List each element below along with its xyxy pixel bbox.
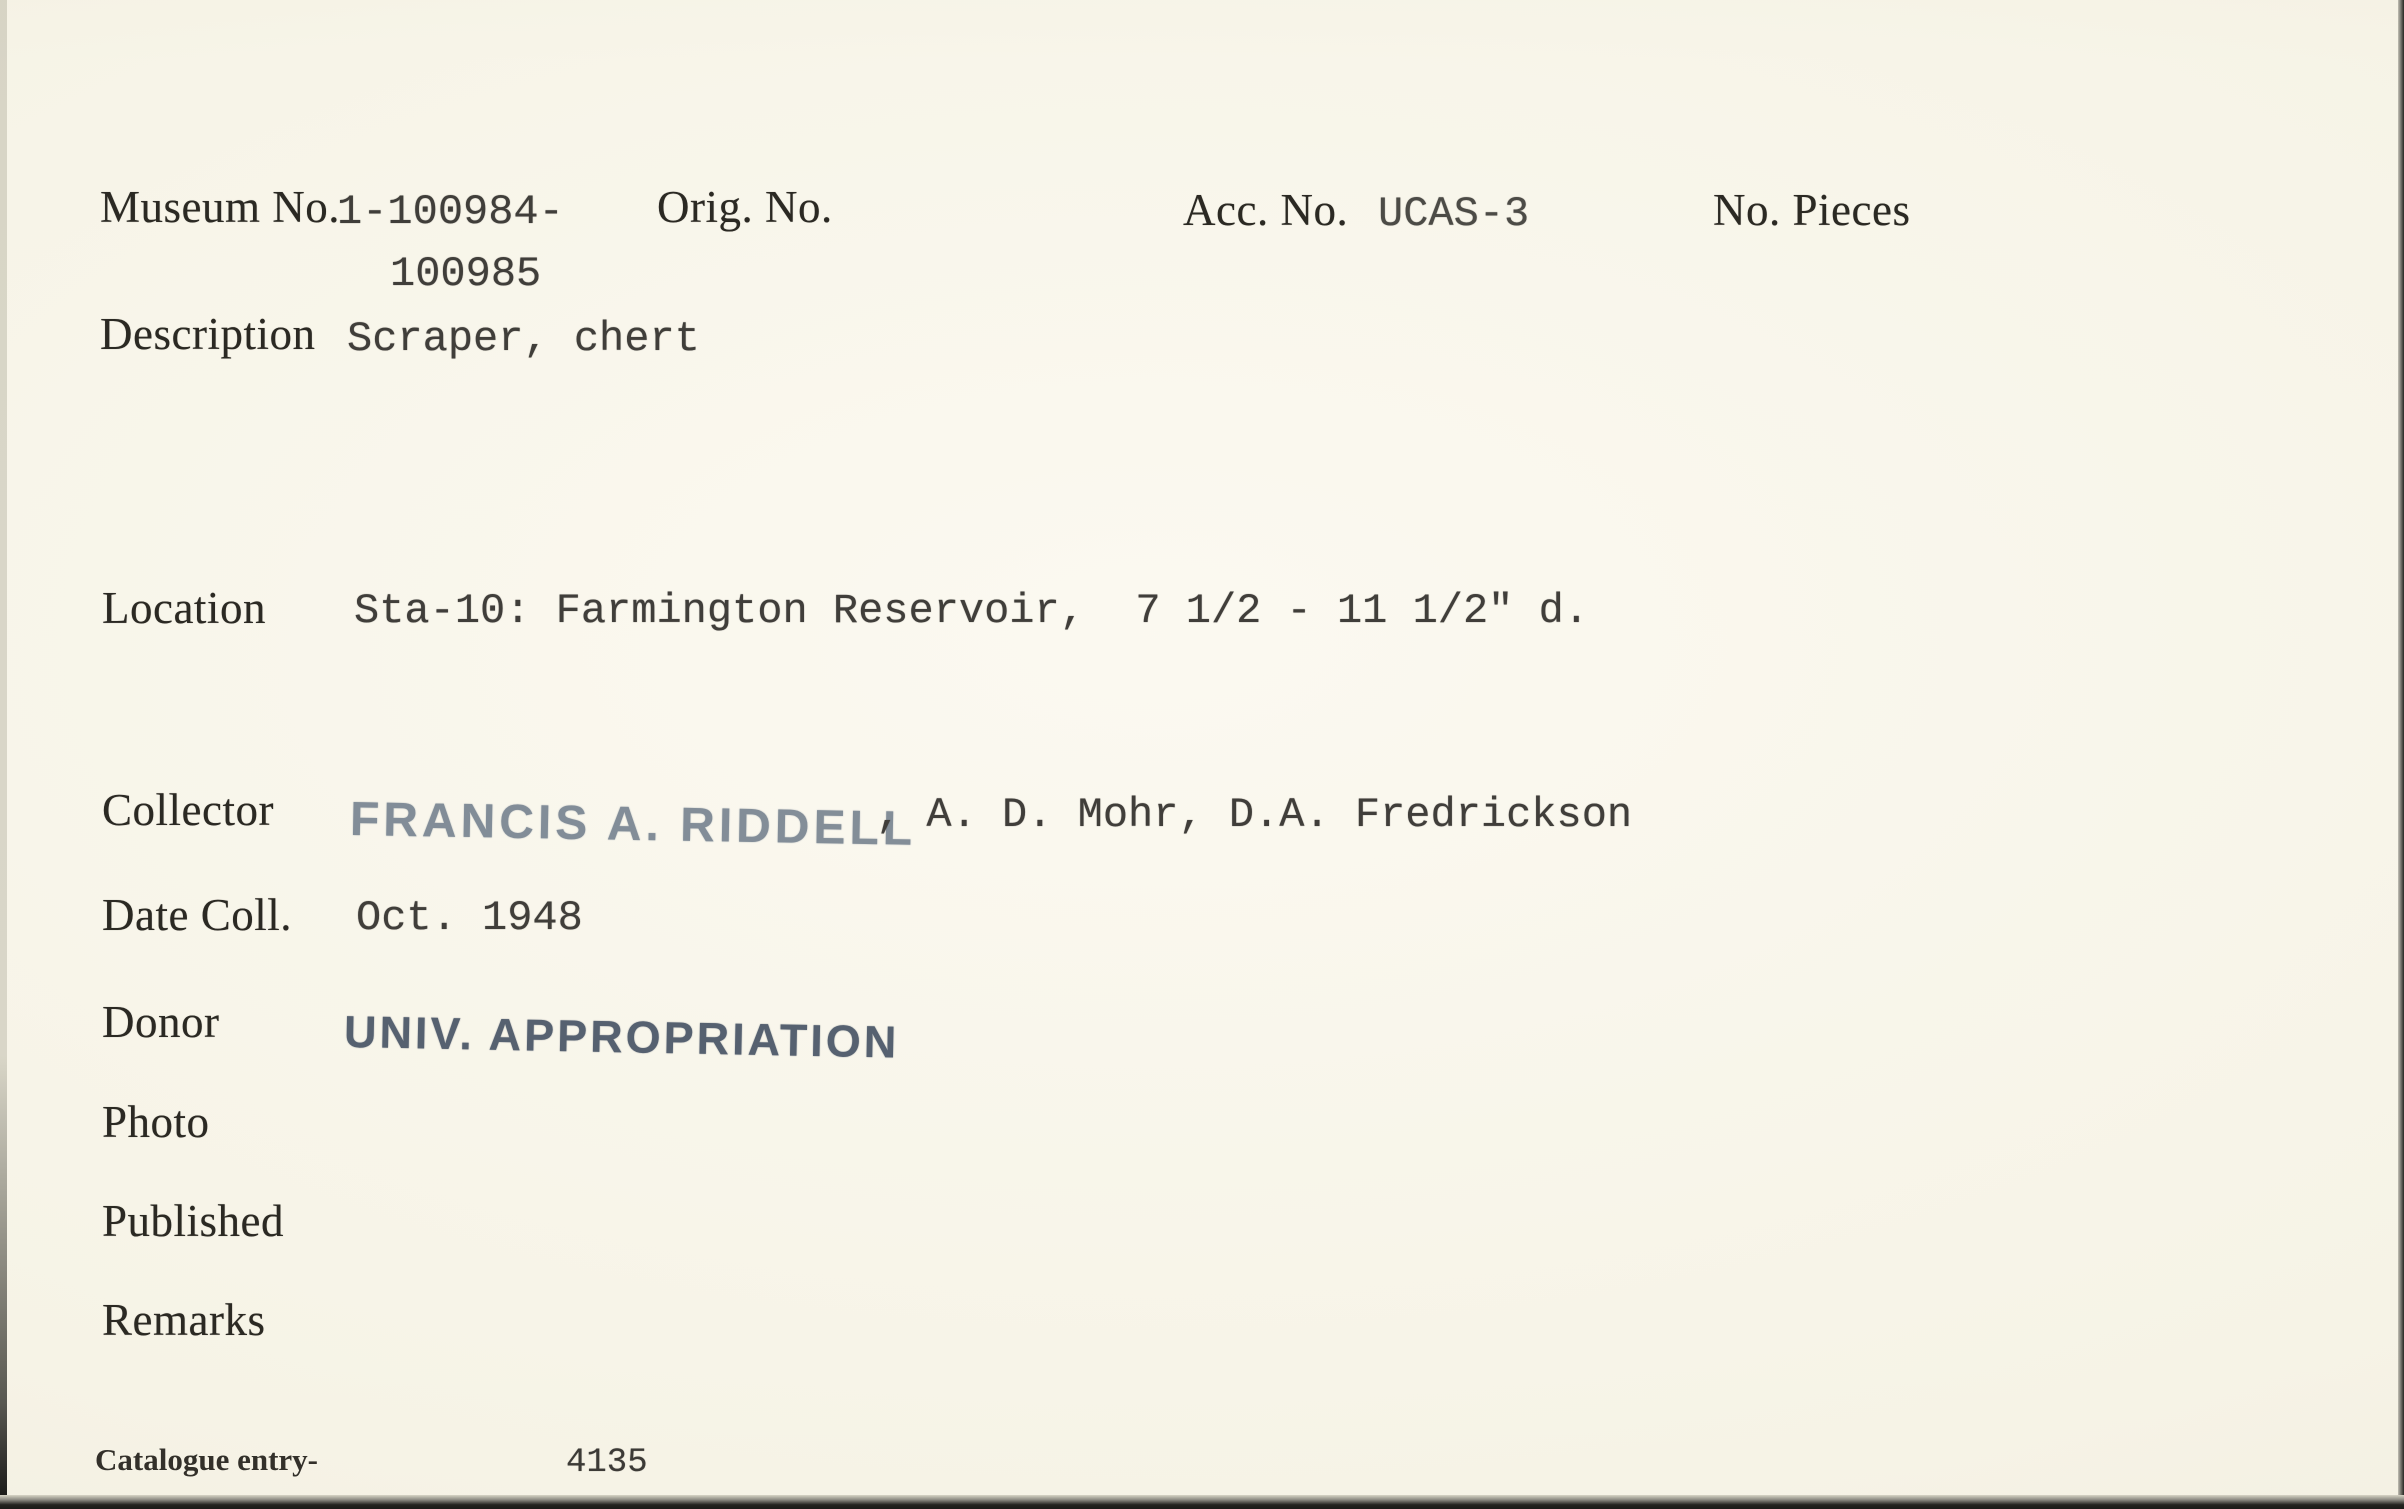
card-left-edge xyxy=(0,0,7,1509)
acc-no-value: UCAS-3 xyxy=(1378,190,1530,238)
date-collected-label: Date Coll. xyxy=(102,890,292,940)
museum-no-value-line1: 1-100984- xyxy=(337,188,564,236)
donor-label: Donor xyxy=(102,997,220,1047)
location-value: Sta-10: Farmington Reservoir, 7 1/2 - 11 1/2" d. xyxy=(354,587,1590,635)
collector-typed-value: , A. D. Mohr, D.A. Fredrickson xyxy=(876,791,1633,839)
museum-no-value-line2: 100985 xyxy=(390,250,542,298)
donor-stamp: UNIV. APPROPRIATION xyxy=(343,1006,900,1068)
description-value: Scraper, chert xyxy=(347,315,700,363)
location-label: Location xyxy=(102,583,266,633)
catalogue-entry-label: Catalogue entry- xyxy=(95,1442,318,1477)
museum-no-label: Museum No. xyxy=(100,182,340,232)
photo-label: Photo xyxy=(102,1097,210,1147)
acc-no-label: Acc. No. xyxy=(1183,185,1349,235)
card-bottom-edge xyxy=(0,1495,2404,1509)
catalogue-entry-number: 4135 xyxy=(566,1444,648,1482)
collector-stamp: FRANCIS A. RIDDELL xyxy=(349,793,917,856)
description-label: Description xyxy=(100,309,316,359)
published-label: Published xyxy=(102,1196,285,1246)
card-right-edge xyxy=(2398,0,2404,1509)
remarks-label: Remarks xyxy=(102,1295,266,1345)
date-collected-value: Oct. 1948 xyxy=(356,894,583,942)
no-pieces-label: No. Pieces xyxy=(1713,185,1911,235)
orig-no-label: Orig. No. xyxy=(657,182,833,232)
collector-label: Collector xyxy=(102,785,274,835)
